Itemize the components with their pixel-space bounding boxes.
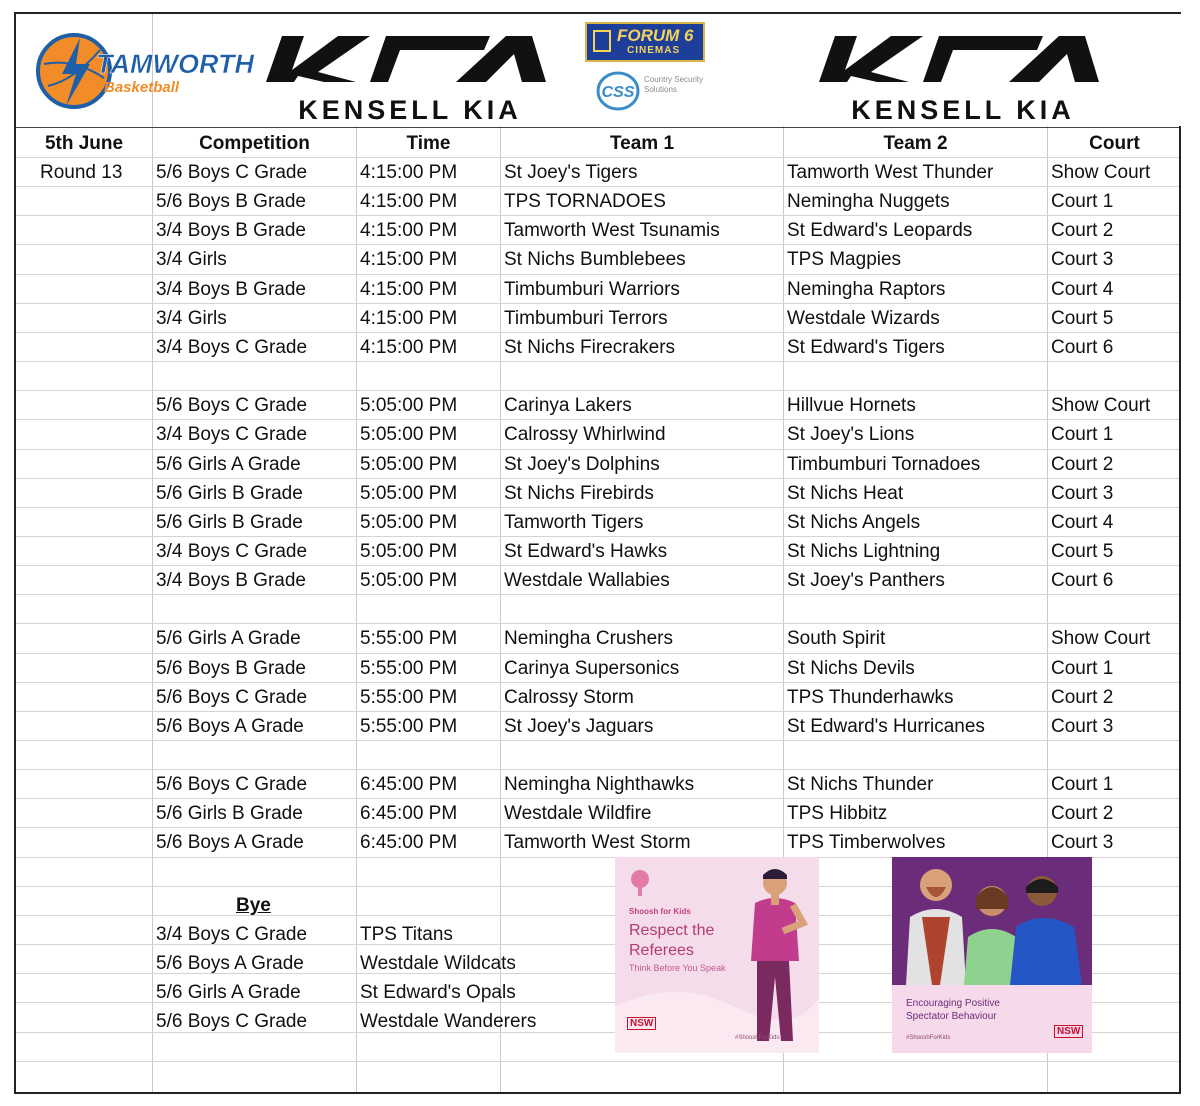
fixture-court: Court 3 [1051,715,1114,737]
fixture-team2: Nemingha Nuggets [787,191,950,213]
fixture-time: 5:55:00 PM [360,628,458,650]
kensell-kia-text: KENSELL KIA [298,95,522,125]
fixture-team1: Calrossy Whirlwind [504,424,666,446]
fixture-competition: 5/6 Boys C Grade [156,774,308,796]
fixture-court: Court 3 [1051,249,1114,271]
header-team-1: Team 1 [609,133,675,154]
fixture-time: 4:15:00 PM [360,162,458,183]
fixture-sheet [14,12,1181,1094]
fixture-team1: Calrossy Storm [504,686,634,708]
fixture-team2: Hillvue Hornets [787,395,916,417]
row-divider [16,361,1179,362]
fixture-court: Court 5 [1051,307,1114,329]
fixture-team2: St Joey's Panthers [787,570,945,592]
fixture-competition: 3/4 Girls [156,249,227,271]
fixture-team2: TPS Hibbitz [787,803,888,825]
css-caption: Country Security Solutions [644,75,704,94]
fixture-competition: 5/6 Girls B Grade [156,511,303,533]
fixture-time: 5:05:00 PM [360,570,458,592]
fixture-competition: 3/4 Boys B Grade [156,570,306,592]
fixture-time: 4:15:00 PM [360,249,458,271]
tamworth-basketball-logo [34,28,254,114]
fixture-time: 5:05:00 PM [360,395,458,417]
bye-team: Westdale Wildcats [360,953,516,975]
fixture-competition: 5/6 Boys C Grade [156,162,308,183]
kia-emblem-icon [260,30,560,88]
fixture-team1: TPS TORNADOES [504,191,666,213]
fixture-competition: 5/6 Boys C Grade [156,395,308,417]
cinema-building-icon [593,30,611,52]
fixture-competition: 3/4 Boys C Grade [156,540,308,562]
fixture-team2: TPS Timberwolves [787,832,946,854]
fixture-team1: St Nichs Firebirds [504,482,654,504]
fixture-time: 5:05:00 PM [360,540,458,562]
fixture-team2: South Spirit [787,628,886,650]
kensell-kia-logo-right [813,30,1113,125]
fixture-team1: Carinya Lakers [504,395,632,417]
fixture-time: 5:55:00 PM [360,686,458,708]
fixture-time: 5:55:00 PM [360,657,458,679]
fixture-time: 4:15:00 PM [360,191,458,213]
forum-sub-text: CINEMAS [627,45,681,56]
fixture-team2: St Edward's Hurricanes [787,715,985,737]
fixture-competition: 5/6 Girls A Grade [156,628,301,650]
poster-title-line1: Respect the [629,922,715,939]
fixture-court: Court 6 [1051,336,1114,358]
fixture-team1: Westdale Wildfire [504,803,652,825]
shoosh-icon [629,869,651,897]
forum-text: FORUM 6 [617,26,694,45]
fixture-court: Court 1 [1051,774,1114,796]
fixture-competition: 3/4 Boys B Grade [156,220,306,242]
fixture-time: 4:15:00 PM [360,278,458,300]
fixture-court: Show Court [1051,162,1151,183]
respect-referees-poster [615,857,819,1053]
fixture-competition: 5/6 Girls B Grade [156,803,303,825]
referee-figure-illustration [733,865,813,1047]
fixture-team2: St Nichs Lightning [787,540,941,562]
fixture-team1: Westdale Wallabies [504,570,670,592]
bye-team: TPS Titans [360,924,453,945]
fixture-competition: 5/6 Girls A Grade [156,453,301,475]
fixture-team2: St Nichs Devils [787,657,915,679]
fixture-time: 4:15:00 PM [360,307,458,329]
fixture-time: 6:45:00 PM [360,803,458,825]
fixture-team2: St Nichs Thunder [787,774,934,796]
fixture-team1: Carinya Supersonics [504,657,680,679]
fixture-court: Court 3 [1051,832,1114,854]
poster-tag: Shoosh for Kids [629,907,691,916]
header-competition: Competition [199,133,310,154]
fixture-team2: St Edward's Leopards [787,220,973,242]
fixture-team1: St Joey's Tigers [504,162,638,183]
fixture-court: Court 1 [1051,657,1114,679]
fixture-team2: TPS Thunderhawks [787,686,954,708]
fixture-court: Court 1 [1051,424,1114,446]
spectators-illustration [892,857,1092,985]
fixture-court: Court 4 [1051,511,1114,533]
fixture-time: 6:45:00 PM [360,774,458,796]
fixture-team2: Westdale Wizards [787,307,940,329]
svg-text:CSS: CSS [601,84,635,101]
fixture-competition: 5/6 Boys A Grade [156,832,304,854]
fixture-court: Court 5 [1051,540,1114,562]
fixture-court: Court 2 [1051,686,1114,708]
fixture-court: Court 2 [1051,220,1114,242]
fixture-team2: St Edward's Tigers [787,336,945,358]
bye-team: Westdale Wanderers [360,1011,537,1033]
fixture-court: Court 6 [1051,570,1114,592]
fixture-time: 5:05:00 PM [360,424,458,446]
fixture-court: Court 2 [1051,803,1114,825]
fixture-team2: TPS Magpies [787,249,902,271]
fixture-team1: Timbumburi Terrors [504,307,668,329]
col-divider [356,14,357,1092]
poster-title-line2: Spectator Behaviour [906,1011,997,1022]
fixture-team1: St Joey's Jaguars [504,715,654,737]
fixture-competition: 3/4 Boys C Grade [156,424,308,446]
fixture-time: 5:05:00 PM [360,482,458,504]
poster-title-line1: Encouraging Positive [906,998,1000,1009]
poster-title-line2: Referees [629,942,694,959]
nsw-badge: NSW [1054,1025,1083,1038]
header-team-2: Team 2 [883,133,948,154]
fixture-time: 4:15:00 PM [360,336,458,358]
fixture-time: 6:45:00 PM [360,832,458,854]
header-court: Court [1089,133,1140,154]
row-divider [16,740,1179,741]
fixture-court: Court 2 [1051,453,1114,475]
fixture-court: Show Court [1051,395,1151,417]
fixture-team1: St Joey's Dolphins [504,453,660,475]
fixture-team1: Nemingha Crushers [504,628,673,650]
fixture-team1: Timbumburi Warriors [504,278,680,300]
poster-hashtag: #ShooshForKids [735,1035,780,1041]
fixture-competition: 5/6 Boys B Grade [156,191,306,213]
bye-competition: 5/6 Girls A Grade [156,982,301,1004]
fixture-team1: St Edward's Hawks [504,540,668,562]
fixture-court: Show Court [1051,628,1151,650]
kensell-kia-text: KENSELL KIA [851,95,1075,125]
fixture-team1: St Nichs Bumblebees [504,249,686,271]
fixture-time: 5:05:00 PM [360,453,458,475]
fixture-court: Court 1 [1051,191,1114,213]
fixture-competition: 5/6 Girls B Grade [156,482,303,504]
poster-hashtag: #ShooshForKids [906,1035,951,1041]
fixture-team1: Tamworth West Tsunamis [504,220,720,242]
fixture-team2: Nemingha Raptors [787,278,946,300]
row-divider [16,594,1179,595]
bye-heading: Bye [236,895,271,916]
fixture-competition: 3/4 Boys C Grade [156,336,308,358]
fixture-team2: Tamworth West Thunder [787,162,994,183]
nsw-badge: NSW [627,1017,656,1030]
kia-emblem-icon [813,30,1113,88]
bye-team: St Edward's Opals [360,982,516,1004]
forum-6-cinemas-logo [585,22,705,62]
round-label: Round 13 [40,162,123,183]
fixture-competition: 5/6 Boys C Grade [156,686,308,708]
fixture-team2: St Nichs Heat [787,482,904,504]
fixture-competition: 3/4 Girls [156,307,227,329]
fixture-team2: St Nichs Angels [787,511,921,533]
header-date: 5th June [44,133,124,154]
fixture-team1: Tamworth Tigers [504,511,644,533]
country-security-solutions-logo [596,69,704,113]
col-divider [500,14,501,1092]
bye-competition: 5/6 Boys C Grade [156,1011,308,1033]
bye-competition: 5/6 Boys A Grade [156,953,304,975]
fixture-time: 5:05:00 PM [360,511,458,533]
header-top-rule [16,127,1179,128]
basketball-wordmark: Basketball [104,79,180,96]
row-divider [16,1061,1179,1062]
fixture-competition: 5/6 Boys A Grade [156,715,304,737]
fixture-team2: St Joey's Lions [787,424,915,446]
fixture-team1: St Nichs Firecrakers [504,336,676,358]
fixture-court: Court 4 [1051,278,1114,300]
fixture-time: 5:55:00 PM [360,715,458,737]
spectator-behaviour-poster [892,857,1092,1053]
fixture-court: Court 3 [1051,482,1114,504]
header-time: Time [406,133,451,154]
fixture-team2: Timbumburi Tornadoes [787,453,981,475]
fixture-competition: 5/6 Boys B Grade [156,657,306,679]
poster-subtitle: Think Before You Speak [629,963,726,973]
kensell-kia-logo-left [260,30,560,125]
bye-competition: 3/4 Boys C Grade [156,924,308,945]
col-divider [152,14,153,1092]
fixture-time: 4:15:00 PM [360,220,458,242]
fixture-competition: 3/4 Boys B Grade [156,278,306,300]
fixture-team1: Nemingha Nighthawks [504,774,695,796]
tamworth-wordmark: TAMWORTH [96,49,254,79]
fixture-team1: Tamworth West Storm [504,832,691,854]
